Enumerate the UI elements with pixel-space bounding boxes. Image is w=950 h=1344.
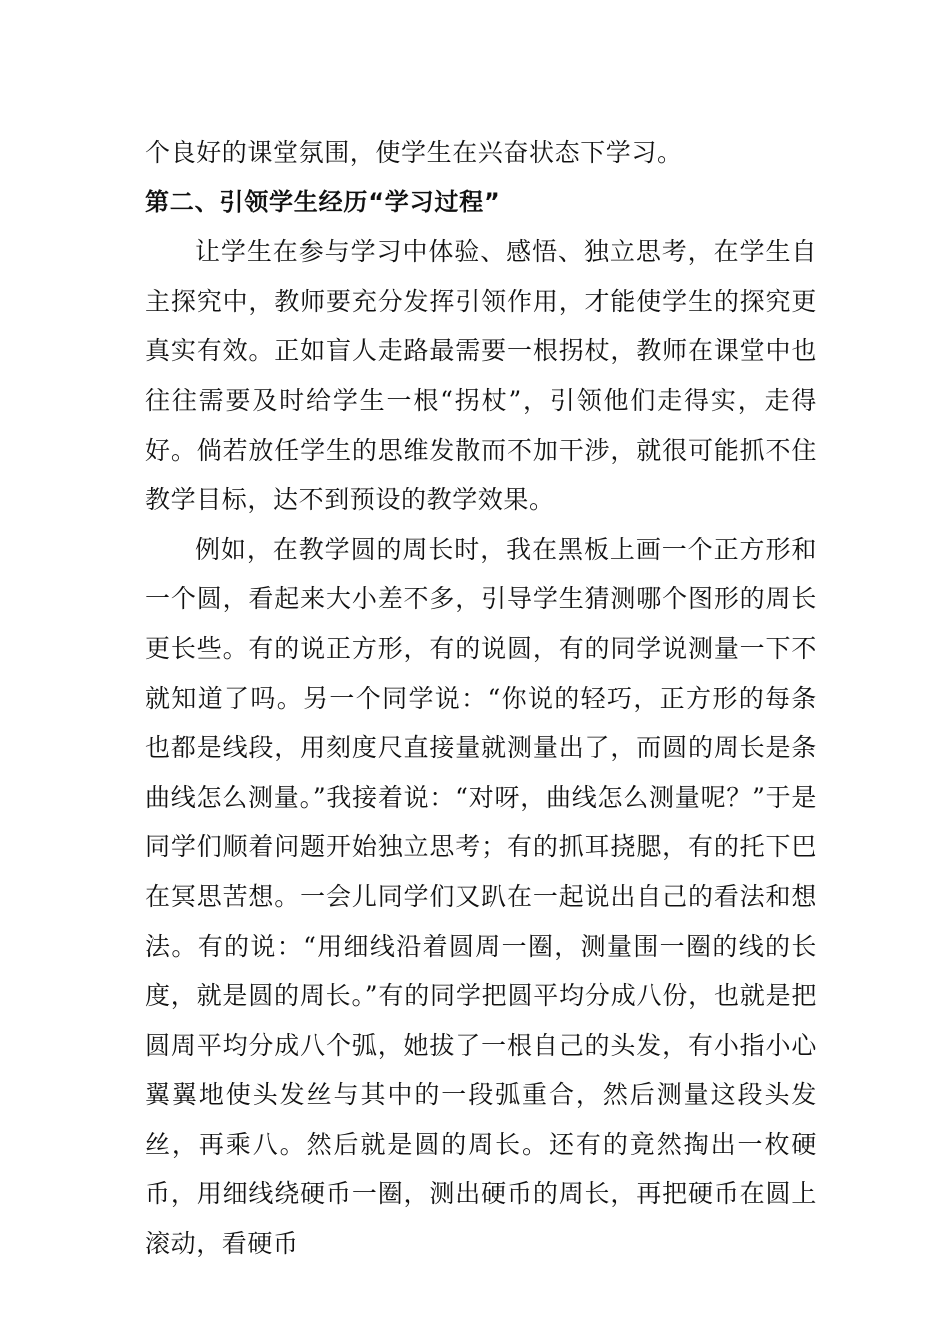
body-paragraph-1: 让学生在参与学习中体验、感悟、独立思考，在学生自主探究中，教师要充分发挥引领作用，才能使学生的探究更真实有效。正如盲人走路最需要一根拐杖，教师在课堂中也往往需要及时给学生一根“拐杖”，引领他们走得实，走得好。倘若放任学生的思维发散而不加干涉，就很可能抓不住教学目标，达不到预设的教学效果。 xyxy=(145,237,817,515)
section-heading: 第二、引领学生经历“学习过程” xyxy=(145,187,501,216)
body-paragraph-2: 例如，在教学圆的周长时，我在黑板上画一个正方形和一个圆，看起来大小差不多，引导学生猜测哪个图形的周长更长些。有的说正方形，有的说圆，有的同学说测量一下不就知道了吗。另一个同学说：“你说的轻巧，正方形的每条也都是线段，用刻度尺直接量就测量出了，而圆的周长是条曲线怎么测量。”我接着说：“对呀，曲线怎么测量呢？”于是同学们顺着问题开始独立思考；有的抓耳挠腮，有的托下巴在冥思苦想。一会儿同学们又趴在一起说出自己的看法和想法。有的说：“用细线沿着圆周一圈，测量围一圈的线的长度，就是圆的周长。”有的同学把圆平均分成八份，也就是把圆周平均分成八个弧，她拔了一根自己的头发，有小指小心翼翼地使头发丝与其中的一段弧重合，然后测量这段头发丝，再乘八。然后就是圆的周长。还有的竟然掏出一枚硬币，用细线绕硬币一圈，测出硬币的周长，再把硬币在圆上滚动，看硬币 xyxy=(145,534,817,1259)
document-page xyxy=(145,128,817,1269)
lead-fragment-paragraph: 个良好的课堂氛围，使学生在兴奋状态下学习。 xyxy=(145,138,683,167)
